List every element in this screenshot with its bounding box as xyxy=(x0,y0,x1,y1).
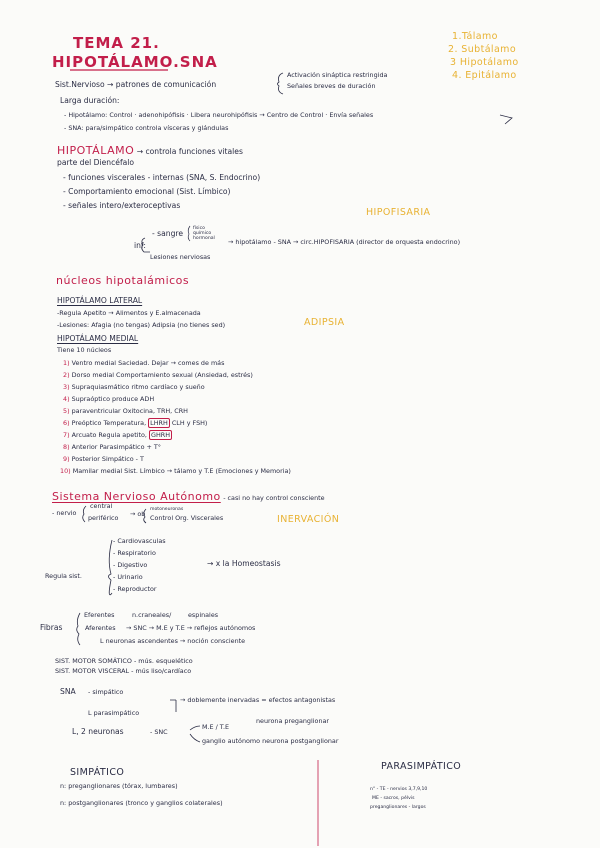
nucleo-6-rest: CLH y FSH) xyxy=(171,419,208,427)
sna-periferico: periférico xyxy=(88,514,119,522)
nucleo-9-text: Posterior Simpático - T xyxy=(71,455,144,463)
simpatico-2: n: postganglionares (tronco y ganglios colaterales) xyxy=(60,799,223,807)
topic-2: 2. Subtálamo xyxy=(448,44,517,55)
simpatico-1: n: preganglionares (tórax, lumbares) xyxy=(60,782,178,790)
nucleo-1-text: Ventro medial Saciedad. Dejar → comes de más xyxy=(71,359,225,367)
simpatico-title: SIMPÁTICO xyxy=(70,767,125,778)
sna-antagonistas: → doblemente inervadas = efectos antagonistas xyxy=(180,696,336,704)
hipotalamo-heading: HIPOTÁLAMO xyxy=(57,144,135,157)
nucleo-6-text: Preóptico Temperatura, xyxy=(71,419,147,427)
motor-somatico: SIST. MOTOR SOMÁTICO - mús. esquelético xyxy=(55,657,193,665)
sna-ob: → ob xyxy=(130,510,146,518)
nucleo-2-text: Dorso medial Comportamiento sexual (Ansiedad, estrés) xyxy=(71,371,253,379)
fibras-aferentes-rest: → SNC → M.E y T.E → reflejos autónomos xyxy=(126,624,256,632)
intro-item2: - SNA: para/simpático controla vísceras y glándulas xyxy=(64,124,229,132)
nucleo-2-num: 2) xyxy=(63,371,70,379)
para-1: n° - TE - nervios 3,7,9,10 xyxy=(370,787,428,792)
brace-fibras xyxy=(77,613,80,645)
nucleos-heading: núcleos hipotalámicos xyxy=(56,274,190,287)
inf-label: inf: xyxy=(134,241,146,250)
medial-tiene: Tiene 10 núcleos xyxy=(57,346,112,354)
neurona-pre: neurona preganglionar xyxy=(256,717,330,725)
title-line2: HIPOTÁLAMO.SNA xyxy=(52,53,218,71)
nucleo-10 xyxy=(60,468,291,475)
dos-neuronas: L, 2 neuronas xyxy=(72,727,124,736)
nucleo-9-num: 9) xyxy=(63,455,70,463)
nucleo-3-num: 3) xyxy=(63,383,70,391)
sna-heading-rest: - casi no hay control consciente xyxy=(223,494,325,502)
sys-cardio: - Cardiovasculas xyxy=(113,537,166,545)
sys-repro: - Reproductor xyxy=(113,585,157,593)
fibras-ascendentes: L neuronas ascendentes → noción consciente xyxy=(100,637,246,645)
intro-sist: Sist.Nervioso → patrones de comunicación xyxy=(55,80,217,89)
title-line1: TEMA 21. xyxy=(73,34,160,52)
sys-resp: - Respiratorio xyxy=(113,549,156,557)
arrow-envia xyxy=(500,115,512,124)
nucleo-3-text: Supraquiasmático ritmo cardíaco y sueño xyxy=(71,383,205,391)
sna-brace xyxy=(170,700,176,712)
nucleo-3 xyxy=(63,384,205,391)
sangre-hormonal: hormonal xyxy=(193,236,215,241)
hipotalamo-f2: - Comportamiento emocional (Sist. Límbico) xyxy=(63,187,231,196)
fibras-aferentes: Aferentes xyxy=(85,624,116,632)
sna-nervio: - nervio xyxy=(52,509,77,517)
nucleo-4-text: Supraóptico produce ADH xyxy=(71,395,155,403)
hipotalamo-heading-rest: → controla funciones vitales xyxy=(136,147,243,156)
intro-larga: Larga duración: xyxy=(60,96,120,105)
nucleo-1-num: 1) xyxy=(63,359,70,367)
inervacion-label: INERVACIÓN xyxy=(277,514,340,525)
sangre-fisico: físico xyxy=(193,226,205,231)
nucleo-10-num: 10) xyxy=(60,467,71,475)
nucleo-10-text: Mamilar medial Sist. Límbico → tálamo y T.E (Emociones y Memoria) xyxy=(72,467,291,475)
sna-snc: - SNC xyxy=(150,728,168,736)
nucleo-7-box: GHRH xyxy=(151,431,171,439)
sna-simpatico: - simpático xyxy=(88,688,124,696)
para-2: ME - sacros, pélvis xyxy=(372,796,415,801)
para-3: preganglionares - largos xyxy=(370,805,426,810)
nucleo-9 xyxy=(63,456,144,463)
brace-nervio xyxy=(83,506,86,522)
nucleo-7-text: Arcuato Regula apetito, xyxy=(71,431,147,439)
sna-heading: Sistema Nervioso Autónomo xyxy=(52,490,221,503)
lesiones-label: Lesiones nerviosas xyxy=(150,253,211,261)
nucleo-8 xyxy=(63,444,161,451)
nucleo-4-num: 4) xyxy=(63,395,70,403)
topic-3: 3 Hipotálamo xyxy=(450,57,519,68)
motor-visceral: SIST. MOTOR VISCERAL - mús liso/cardíaco xyxy=(55,667,192,675)
lateral-l1: -Regula Apetito → Alimentos y E.almacenada xyxy=(57,309,201,317)
intro-branch2: Señales breves de duración xyxy=(287,82,376,90)
adipsia-label: ADIPSIA xyxy=(304,317,345,328)
brace-patrones xyxy=(278,73,284,94)
hipotalamo-flow: → hipotálamo - SNA → circ.HIPOFISARIA (director de orquesta endocrino) xyxy=(228,238,461,246)
fibras-eferentes: Eferentes xyxy=(84,611,115,619)
sna-parasimpatico: L parasimpático xyxy=(88,709,140,717)
regula-sist: Regula sist. xyxy=(45,572,82,580)
snc-branch xyxy=(190,726,200,742)
nucleo-4 xyxy=(63,396,154,403)
fibras-espinales: espinales xyxy=(188,611,219,619)
lateral-l2: -Lesiones: Afagia (no tengas) Adipsia (no tienes sed) xyxy=(57,321,226,329)
sys-digest: - Digestivo xyxy=(113,561,148,569)
lateral-heading: HIPOTÁLAMO LATERAL xyxy=(57,296,143,305)
sna-ganglio: ganglio autónomo neurona postganglionar xyxy=(202,737,339,745)
hipotalamo-f1: - funciones viscerales - internas (SNA, S. Endocrino) xyxy=(63,173,261,182)
brace-sangre xyxy=(188,226,190,241)
homeostasis: → x la Homeostasis xyxy=(207,559,281,568)
sna-label: SNA xyxy=(60,687,76,696)
nucleo-1 xyxy=(63,360,224,367)
sna-me-te: M.E / T.E xyxy=(202,723,230,731)
nucleo-6 xyxy=(63,420,207,427)
nucleo-8-num: 8) xyxy=(63,443,70,451)
sangre-quimico: químico xyxy=(193,231,212,236)
nucleo-5 xyxy=(63,408,188,415)
intro-item1: - Hipotálamo: Control · adenohipófisis · Libera neurohipófisis → Centro de Control · Envía señales xyxy=(64,111,374,119)
nucleo-6-num: 6) xyxy=(63,419,70,427)
nucleo-5-num: 5) xyxy=(63,407,70,415)
intro-branch1: Activación sináptica restringida xyxy=(287,71,388,79)
topic-1: 1.Tálamo xyxy=(452,31,498,42)
hipofisaria-label: HIPOFISARIA xyxy=(366,207,431,218)
fibras-label: Fibras xyxy=(40,623,63,632)
nucleo-2 xyxy=(63,372,253,379)
nucleo-7 xyxy=(63,432,172,439)
sna-motoneuronas: motoneuronas xyxy=(150,507,184,512)
nucleo-7-num: 7) xyxy=(63,431,70,439)
para-title: PARASIMPÁTICO xyxy=(381,761,462,772)
sys-urin: - Urinario xyxy=(113,573,143,581)
topic-4: 4. Epitálamo xyxy=(452,70,517,81)
brace-regula xyxy=(109,540,113,595)
nucleo-6-box: LHRH xyxy=(150,419,168,427)
nucleo-5-text: paraventricular Oxitocina, TRH, CRH xyxy=(71,407,188,415)
medial-heading: HIPOTÁLAMO MEDIAL xyxy=(57,334,139,343)
hipotalamo-sub: parte del Diencéfalo xyxy=(57,158,135,167)
fibras-ncraneales: n.craneales/ xyxy=(132,611,172,619)
sna-control: Control Org. Viscerales xyxy=(150,514,224,522)
nucleo-8-text: Anterior Parasimpático + T° xyxy=(71,443,161,451)
sangre-label: - sangre xyxy=(152,229,184,238)
sna-central: central xyxy=(90,502,113,510)
hipotalamo-f3: - señales intero/exteroceptivas xyxy=(63,201,181,210)
